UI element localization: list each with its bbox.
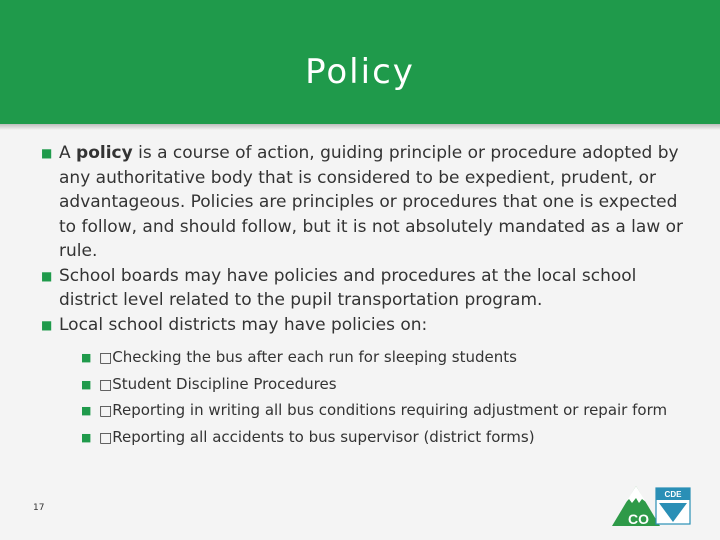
checkbox-glyph: □	[99, 429, 113, 446]
bullet-icon: ■	[81, 351, 92, 364]
bullet-text: is a course of action, guiding principle or procedure adopted by any authoritative body that is considered to be expedient, prudent, or advantageous. Policies are principles or procedures that one is expected to follow, and should follow, but it is not absolutely mandated as a law or rule.	[59, 143, 684, 261]
checkbox-glyph: □	[99, 403, 113, 419]
page-title: Policy	[305, 52, 415, 92]
bullet-icon: ■	[41, 146, 53, 160]
bullet-text: A	[59, 143, 77, 163]
bullet-policy-definition	[41, 141, 691, 264]
bullet-text: School boards may have policies and procedures at the local school district level related to the pupil transportation program.	[59, 265, 637, 310]
bold-term: policy	[76, 143, 133, 163]
bullet-icon: ■	[81, 404, 92, 417]
sub-bullet-text: Student Discipline Procedures	[112, 374, 337, 393]
sub-bullet-text: Reporting in writing all bus conditions requiring adjustment or repair form	[112, 401, 668, 419]
checkbox-glyph: □	[99, 376, 113, 393]
cde-text: CDE	[664, 490, 682, 499]
bullet-icon: ■	[81, 430, 92, 444]
sub-bullet-text: Reporting all accidents to bus supervisor (district forms)	[112, 427, 535, 446]
sub-bullet	[81, 372, 691, 399]
bullet-school-boards	[41, 264, 691, 313]
sub-bullet	[81, 398, 691, 425]
sub-bullet	[81, 425, 691, 452]
bullet-icon: ■	[41, 317, 53, 332]
co-text: CO	[628, 511, 649, 527]
content-area	[41, 141, 691, 451]
sub-bullet	[81, 345, 691, 372]
page-number: 17	[33, 503, 45, 513]
bullet-icon: ■	[81, 377, 92, 391]
bullet-local-districts	[41, 313, 691, 338]
header-shadow	[0, 124, 720, 130]
sub-bullet-text: Checking the bus after each run for sleeping students	[112, 348, 517, 366]
cde-colorado-logo	[612, 486, 694, 528]
bullet-icon: ■	[41, 268, 53, 283]
checkbox-glyph: □	[99, 350, 113, 366]
bullet-text: Local school districts may have policies on:	[59, 314, 428, 335]
sub-bullet-list	[41, 345, 691, 451]
header-bar	[0, 0, 720, 124]
